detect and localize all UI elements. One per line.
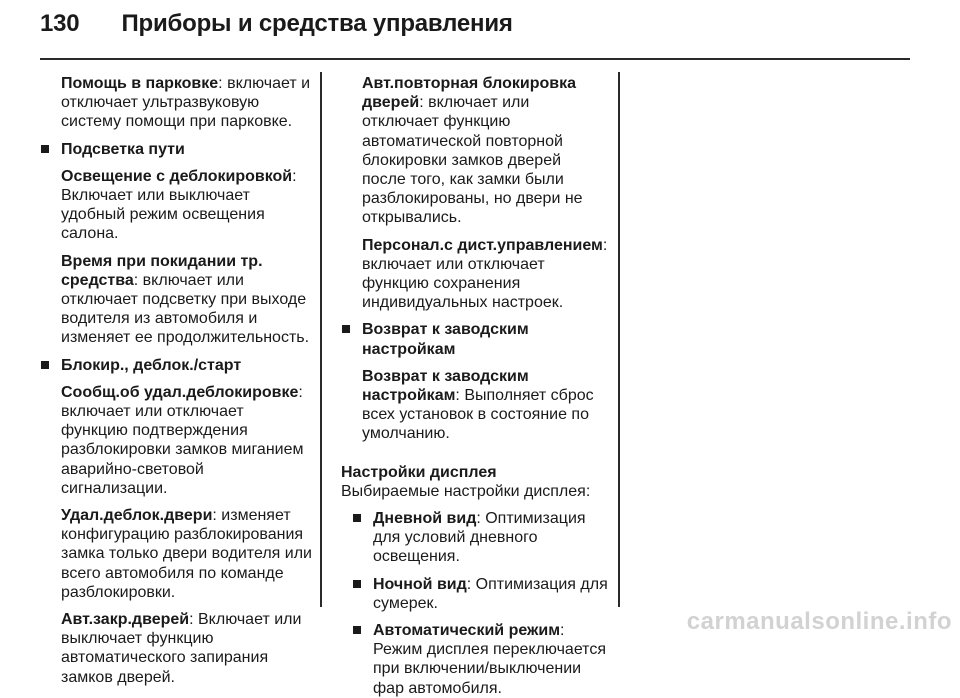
page-number: 130 <box>40 10 80 37</box>
right-column <box>341 74 609 698</box>
bullet-night-mode <box>352 575 609 613</box>
remote-unlock-feedback-item <box>40 383 312 498</box>
bullet-auto-mode <box>352 621 609 698</box>
bullet-title: Блокир., деблок./старт <box>61 356 242 374</box>
item-term: Сообщ.об удал.деблокировке <box>61 383 299 401</box>
personalization-item <box>341 236 609 313</box>
item-text: : Выполняет сброс всех установок в состояние по умолчанию. <box>362 387 594 443</box>
exit-lighting-item <box>40 252 312 348</box>
item-text: : Оптимизация для условий дневного освещения. <box>373 510 586 566</box>
bullet-day-mode <box>352 509 609 567</box>
display-settings-intro: Выбираемые настройки дисплея: <box>341 482 591 500</box>
item-text: : включает или отключает подсветку при выходе водителя из автомобиля и изменяет ее продолжительность. <box>61 271 310 347</box>
item-term: Персонал.с дист.управлением <box>362 236 603 254</box>
factory-reset-item <box>341 367 609 444</box>
item-term: Автоматический режим <box>373 622 561 640</box>
bullet-path-lighting <box>40 140 312 159</box>
bullet-lock-unlock <box>40 356 312 375</box>
bullet-title: Подсветка пути <box>61 140 185 158</box>
item-term: Авт.закр.дверей <box>61 611 190 629</box>
item-text: : Включает или выключает функцию автоматического запирания замков дверей. <box>61 611 302 686</box>
item-term: Возврат к заводским настройкам <box>362 367 529 405</box>
parking-assist-item <box>40 74 312 132</box>
left-column <box>40 74 312 687</box>
item-term: Время при покидании тр. средства <box>61 252 263 289</box>
column-divider-right <box>618 72 620 607</box>
column-divider-left <box>320 72 322 607</box>
item-term: Авт.повторная блокировка дверей <box>362 75 576 112</box>
display-settings-heading: Настройки дисплея <box>341 463 497 481</box>
item-text: : Режим дисплея переключается при включении/выключении фар автомобиля. <box>373 622 606 697</box>
page-title: Приборы и средства управления <box>121 10 513 37</box>
header-rule <box>40 58 910 60</box>
item-text: : изменяет конфигурацию разблокирования замка только двери водителя или всего автомобиля по команде разблокировки. <box>61 507 312 601</box>
remote-door-unlock-item <box>40 506 312 602</box>
item-term: Удал.деблок.двери <box>61 507 213 525</box>
auto-door-lock-item <box>40 610 312 687</box>
bullet-title: Возврат к заводским настройкам <box>362 321 529 358</box>
item-term: Освещение с деблокировкой <box>61 167 293 185</box>
item-term: Помощь в парковке <box>61 75 219 92</box>
item-term: Дневной вид <box>373 510 477 528</box>
item-text: : Оптимизация для сумерек. <box>373 575 608 612</box>
item-text: : Включает или выключает удобный режим освещения салона. <box>61 167 297 243</box>
item-text: : включает или отключает функцию автоматической повторной блокировки замков дверей после того, как замки были разблокированы, но двери не открывались. <box>362 94 583 227</box>
bullet-factory-reset <box>341 320 609 358</box>
item-term: Ночной вид <box>373 575 467 593</box>
unlock-lighting-item <box>40 167 312 244</box>
watermark: carmanualsonline.info <box>686 608 952 635</box>
item-text: : включает или отключает функцию подтверждения разблокировки замков миганием аварийно-световой сигнализации. <box>61 383 304 497</box>
page-header <box>40 10 513 38</box>
item-text: : включает или отключает функцию сохранения индивидуальных настроек. <box>362 236 608 312</box>
item-text: : включает и отключает ультразвуковую систему помощи при парковке. <box>61 75 311 131</box>
auto-relock-item <box>341 74 609 228</box>
